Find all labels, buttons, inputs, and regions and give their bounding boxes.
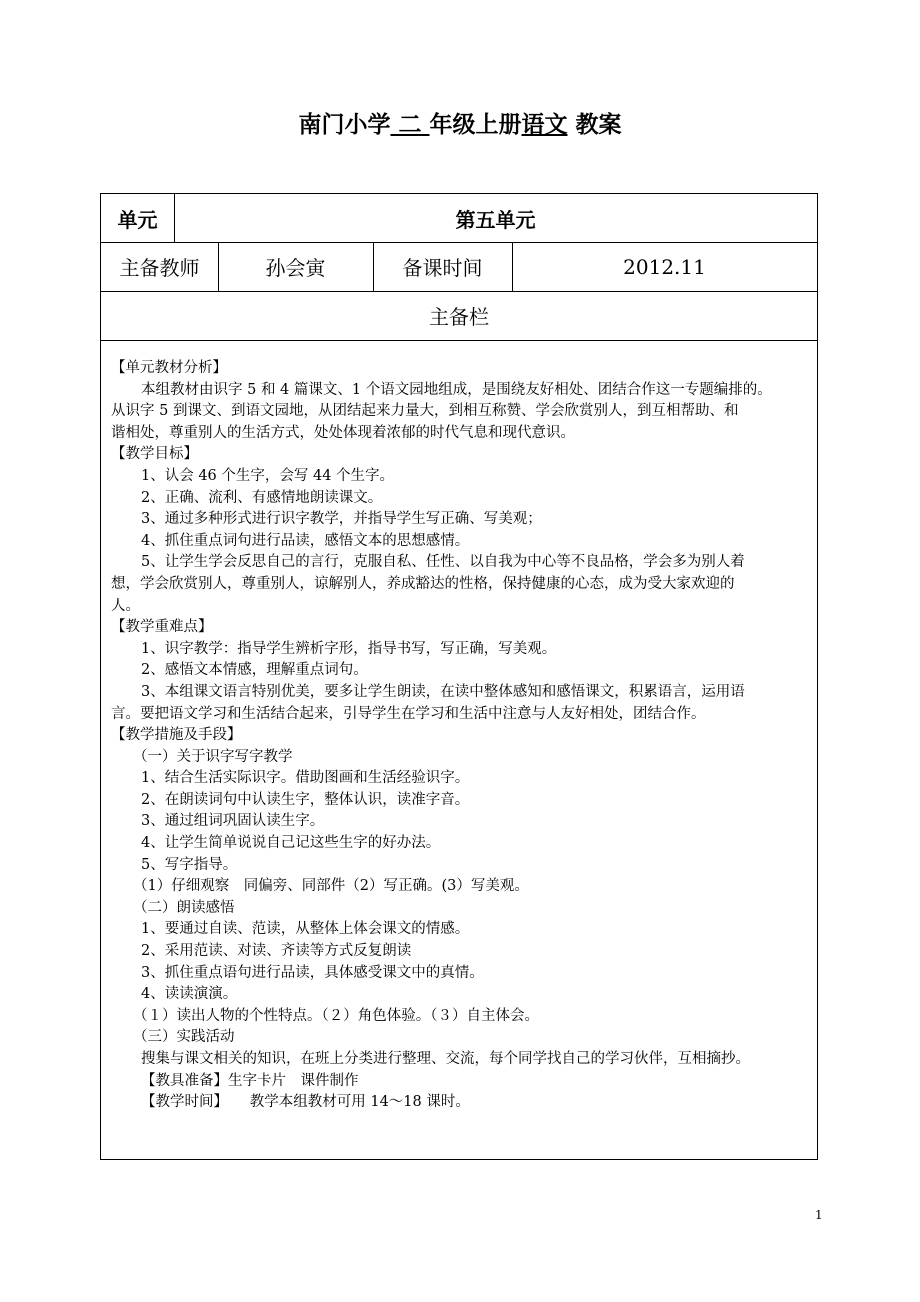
date-value: 2012.11 [623, 254, 706, 279]
section-heading: 【教学时间】 教学本组教材可用 14～18 课时。 [141, 1094, 470, 1111]
document-title [0, 106, 920, 139]
school-name: 南门小学 [298, 112, 391, 138]
unit-label: 单元 [117, 207, 158, 232]
page-number: 1 [815, 1208, 823, 1222]
teacher-label: 主备教师 [119, 256, 200, 280]
body-line: 搜集与课文相关的知识，在班上分类进行整理、交流，每个同学找自己的学习伙伴，互相摘抄。 [141, 1051, 750, 1067]
body-line: 谐相处，尊重别人的生活方式，处处体现着浓郁的时代气息和现代意识。 [111, 424, 575, 441]
body-line: 2、感悟文本情感，理解重点词句。 [141, 662, 368, 679]
body-line: 从识字 5 到课文、到语文园地，从团结起来力量大，到相互称赞、学会欣赏别人，到互相帮助、和 [111, 403, 739, 420]
body-line: 4、让学生简单说说自己记这些生字的好办法。 [141, 835, 441, 852]
body-line: 3、抓住重点语句进行品读，具体感受课文中的真情。 [141, 964, 484, 981]
section-heading: 【教学措施及手段】 [111, 727, 242, 744]
body-line: 4、抓住重点词句进行品读，感悟文本的思想感情。 [141, 532, 470, 549]
body-line: 2、正确、流利、有感情地朗读课文。 [141, 489, 383, 506]
body-line: （１）读出人物的个性特点。（２）角色体验。（３）自主体会。 [133, 1007, 539, 1024]
section-header: 主备栏 [429, 305, 489, 329]
body-line: （1）仔细观察 同偏旁、同部件（2）写正确。(3）写美观。 [133, 878, 529, 895]
lesson-plan-table [100, 193, 818, 1160]
body-line: 2、在朗读词句中认读生字，整体认识，读准字音。 [141, 791, 470, 808]
title-text: 年级上册 [429, 112, 522, 138]
body-line: 3、本组课文语言特别优美，要多让学生朗读，在读中整体感知和感悟课文，积累语言，运用语 [141, 683, 745, 700]
teacher-value: 孙会寅 [265, 256, 326, 280]
body-line: 4、读读演演。 [141, 986, 238, 1003]
body-line: （一）关于识字写字教学 [133, 748, 293, 765]
body-line: 本组教材由识字 5 和 4 篇课文、1 个语文园地组成，是围绕友好相处、团结合作这一专题编排的。 [141, 381, 772, 398]
body-line: 5、写字指导。 [141, 856, 238, 873]
body-line: 1、要通过自读、范读，从整体上体会课文的情感。 [141, 921, 470, 938]
unit-value: 第五单元 [455, 207, 536, 232]
body-line: 想，学会欣赏别人，尊重别人，谅解别人，养成豁达的性格，保持健康的心态，成为受大家欢迎的 [111, 575, 735, 592]
body-line: 人。 [111, 597, 140, 614]
grade-field: 二 [390, 112, 430, 138]
subject-field: 语文 [521, 112, 568, 138]
section-heading: 【教具准备】生字卡片 课件制作 [141, 1072, 359, 1089]
body-line: 3、通过多种形式进行识字教学，并指导学生写正确、写美观； [141, 511, 542, 528]
date-label: 备课时间 [402, 256, 483, 280]
section-heading: 【单元教材分析】 [111, 360, 227, 376]
body-line: 言。要把语文学习和生活结合起来，引导学生在学习和生活中注意与人友好相处，团结合作。 [111, 705, 706, 722]
lesson-plan-body [111, 358, 811, 1114]
title-suffix: 教案 [567, 112, 622, 138]
section-heading: 【教学目标】 [111, 446, 198, 463]
body-line: 1、识字教学：指导学生辨析字形，指导书写，写正确，写美观。 [141, 640, 557, 657]
body-line: 1、认会 46 个生字，会写 44 个生字。 [141, 467, 395, 484]
divider [101, 340, 817, 341]
body-line: 3、通过组词巩固认读生字。 [141, 813, 325, 830]
section-heading: 【教学重难点】 [111, 619, 213, 636]
body-line: （三）实践活动 [133, 1029, 235, 1046]
body-line: （二）朗读感悟 [133, 899, 235, 916]
body-line: 1、结合生活实际识字。借助图画和生活经验识字。 [141, 770, 470, 787]
body-line: 2、采用范读、对读、齐读等方式反复朗读 [141, 943, 412, 960]
body-line: 5、让学生学会反思自己的言行，克服自私、任性、以自我为中心等不良品格，学会多为别人着 [141, 554, 745, 571]
